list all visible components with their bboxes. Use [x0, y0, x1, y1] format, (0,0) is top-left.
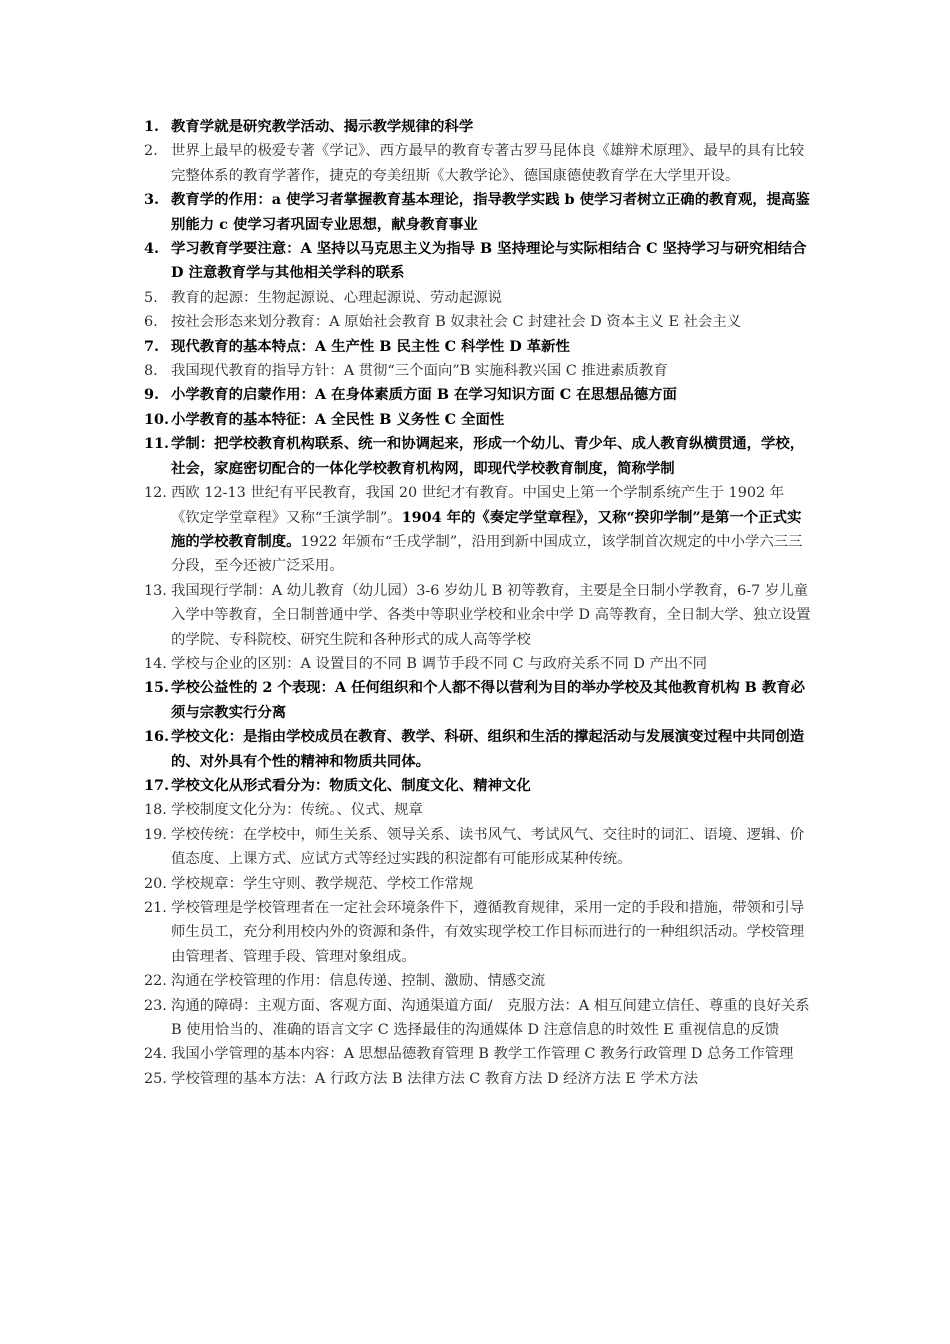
list-item: 25. 学校管理的基本方法：A 行政方法 B 法律方法 C 教育方法 D 经济方法 E 学术方法 [144, 1070, 698, 1087]
list-item: 15. 学校公益性的 2 个表现：A 任何组织和个人都不得以营利为目的举办学校及其他教育机构 B 教育必须与宗教实行分离 [144, 679, 806, 721]
list-item: 24. 我国小学管理的基本内容：A 思想品德教育管理 B 教学工作管理 C 教务行政管理 D 总务工作管理 [144, 1046, 794, 1063]
list-item: 22. 沟通在学校管理的作用：信息传递、控制、激励、情感交流 [144, 973, 546, 990]
list-item: 10. 小学教育的基本特征：A 全民性 B 义务性 C 全面性 [144, 410, 505, 428]
notes-list [144, 115, 812, 1091]
list-item: 20. 学校规章：学生守则、教学规范、学校工作常规 [144, 875, 474, 892]
list-item: 21. 学校管理是学校管理者在一定社会环境条件下，遵循教育规律，采用一定的手段和措施，带领和引导师生员工，充分利用校内外的资源和条件，有效实现学校工作目标而进行的一种组织活动。学校管理由管理者、管理手段、管理对象组成。 [144, 900, 805, 965]
list-item: 4. 学习教育学要注意：A 坚持以马克思主义为指导 B 坚持理论与实际相结合 C 坚持学习与研究相结合 D 注意教育学与其他相关学科的联系 [144, 240, 807, 282]
list-item: 12. 西欧 12-13 世纪有平民教育，我国 20 世纪才有教育。中国史上第一个学制系统产生于 1902 年《钦定学堂章程》又称“壬演学制”。1904 年的《奏定学堂章程》，又称“揆卯学制”是第一个正式实施的学校教育制度。1922 年颁布“壬戌学制”，沿用到新中国成立，该学制首次规定的中小学六三三分段，至今还被广泛采用。 [144, 485, 803, 575]
list-item: 3. 教育学的作用：a 使学习者掌握教育基本理论，指导教学实践 b 使学习者树立正确的教育观，提高鉴别能力 c 使学习者巩固专业思想，献身教育事业 [144, 191, 810, 233]
list-item: 5. 教育的起源：生物起源说、心理起源说、劳动起源说 [144, 289, 502, 306]
list-item: 8. 我国现代教育的指导方针：A 贯彻“三个面向”B 实施科教兴国 C 推进素质教育 [144, 363, 668, 380]
list-item: 17. 学校文化从形式看分为：物质文化、制度文化、精神文化 [144, 776, 531, 794]
list-item: 7. 现代教育的基本特点：A 生产性 B 民主性 C 科学性 D 革新性 [144, 337, 570, 355]
list-item: 1. 教育学就是研究教学活动、揭示教学规律的科学 [144, 118, 474, 135]
list-item: 13. 我国现行学制：A 幼儿教育（幼儿园）3-6 岁幼儿 B 初等教育，主要是全日制小学教育，6-7 岁儿童入学中等教育，全日制普通中学、各类中等职业学校和业余中学 D 高等教育，全日制大学、独立设置的学院、专科院校、研究生院和各种形式的成人高等学校 [144, 582, 811, 648]
list-item: 11. 学制：把学校教育机构联系、统一和协调起来，形成一个幼儿、青少年、成人教育纵横贯通，学校，社会，家庭密切配合的一体化学校教育机构网，即现代学校教育制度，简称学制 [144, 435, 805, 477]
list-item: 2. 世界上最早的极爱专著《学记》、西方最早的教育专著古罗马昆体良《雄辩术原理》、最早的具有比较完整体系的教育学著作，捷克的夸美纽斯《大教学论》、德国康德使教育学在大学里开设。 [144, 143, 805, 184]
list-item: 23. 沟通的障碍：主观方面、客观方面、沟通渠道方面/ 克服方法：A 相互间建立信任、尊重的良好关系 B 使用恰当的、准确的语言文字 C 选择最佳的沟通媒体 D 注意信息的时效性 E 重视信息的反馈 [144, 997, 810, 1039]
list-item: 18. 学校制度文化分为：传统。、仪式、规章 [144, 802, 423, 819]
list-item: 16. 学校文化：是指由学校成员在教育、教学、科研、组织和生活的撑起活动与发展演变过程中共同创造的、对外具有个性的精神和物质共同体。 [144, 728, 805, 770]
list-item: 19. 学校传统：在学校中，师生关系、领导关系、读书风气、考试风气、交往时的词汇、语境、逻辑、价值态度、上课方式、应试方式等经过实践的积淀都有可能形成某种传统。 [144, 826, 805, 868]
bold-excerpt: 1904 年的《奏定学堂章程》，又称“揆卯学制”是第一个正式实施的学校教育制度。 [171, 508, 802, 550]
list-item: 9. 小学教育的启蒙作用：A 在身体素质方面 B 在学习知识方面 C 在思想品德方面 [144, 386, 677, 404]
list-item: 6. 按社会形态来划分教育：A 原始社会教育 B 奴隶社会 C 封建社会 D 资本主义 E 社会主义 [144, 314, 742, 331]
list-item: 14. 学校与企业的区别：A 设置目的不同 B 调节手段不同 C 与政府关系不同 D 产出不同 [144, 655, 708, 672]
